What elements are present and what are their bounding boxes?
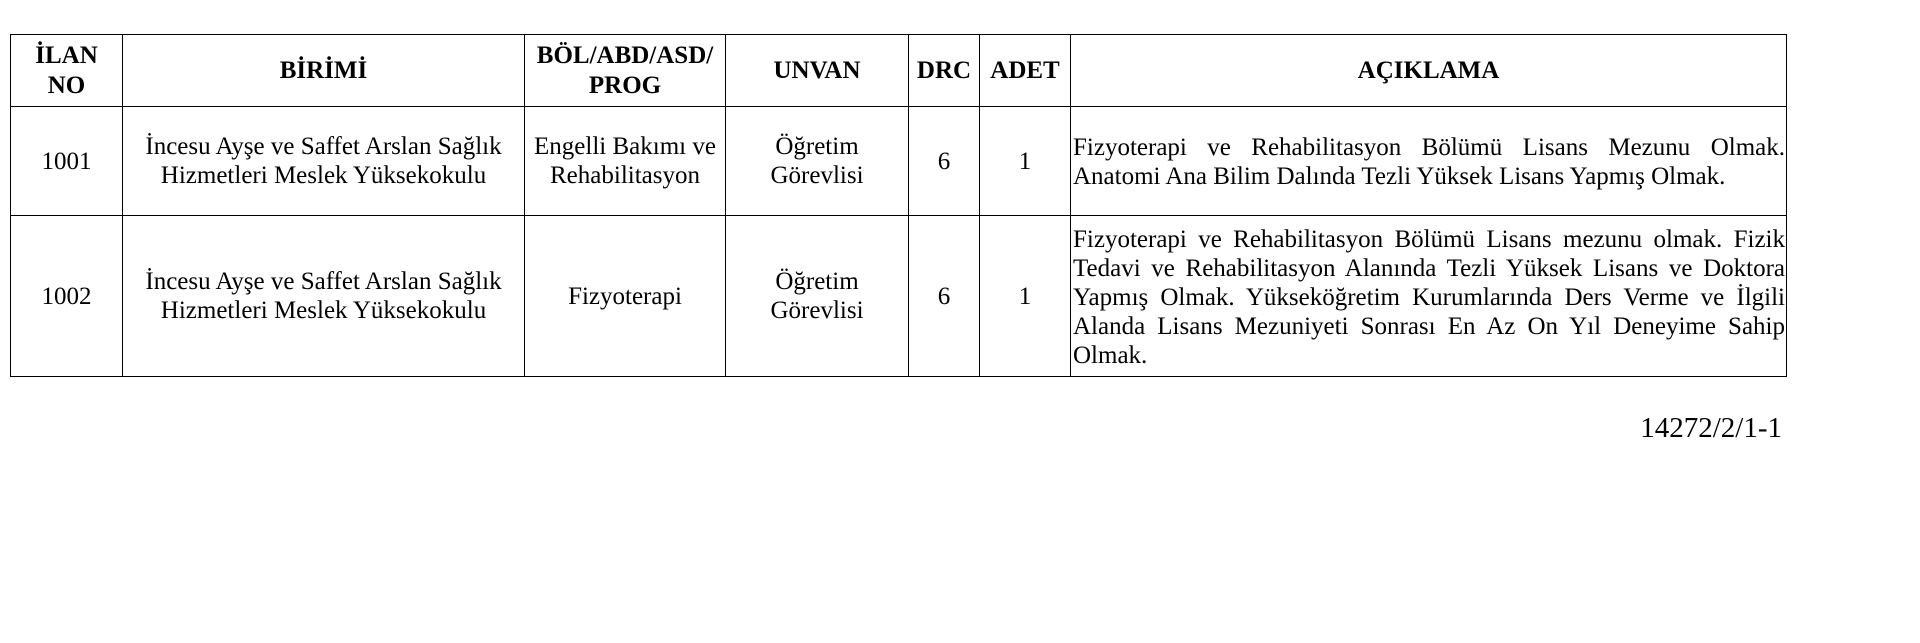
cell-ilan-no: 1001 bbox=[11, 107, 123, 216]
header-drc: DRC bbox=[909, 35, 980, 107]
cell-ilan-no: 1002 bbox=[11, 216, 123, 377]
cell-unvan: Öğretim Görevlisi bbox=[726, 216, 909, 377]
cell-bolum: Engelli Bakımı ve Rehabilitasyon bbox=[525, 107, 726, 216]
document-code: 14272/2/1-1 bbox=[1640, 412, 1782, 444]
cell-adet: 1 bbox=[980, 216, 1071, 377]
header-adet: ADET bbox=[980, 35, 1071, 107]
table-row bbox=[11, 216, 1787, 377]
header-unvan: UNVAN bbox=[726, 35, 909, 107]
cell-bolum: Fizyoterapi bbox=[525, 216, 726, 377]
header-aciklama: AÇIKLAMA bbox=[1071, 35, 1787, 107]
header-birimi: BİRİMİ bbox=[123, 35, 525, 107]
header-bolum: BÖL/ABD/ASD/ PROG bbox=[525, 35, 726, 107]
cell-aciklama: Fizyoterapi ve Rehabilitasyon Bölümü Lisans mezunu olmak. Fizik Tedavi ve Rehabilitasyon Alanında Tezli Yüksek Lisans ve Doktora Yapmış Olmak. Yükseköğretim Kurumlarında Ders Verme ve İlgili Alanda Lisans Mezuniyeti Sonrası En Az On Yıl Deneyime Sahip Olmak. bbox=[1071, 216, 1787, 377]
cell-birimi: İncesu Ayşe ve Saffet Arslan Sağlık Hizmetleri Meslek Yüksekokulu bbox=[123, 107, 525, 216]
cell-aciklama: Fizyoterapi ve Rehabilitasyon Bölümü Lisans Mezunu Olmak. Anatomi Ana Bilim Dalında Tezli Yüksek Lisans Yapmış Olmak. bbox=[1071, 107, 1787, 216]
ilan-table bbox=[10, 34, 1787, 377]
header-ilan-no: İLAN NO bbox=[11, 35, 123, 107]
cell-unvan: Öğretim Görevlisi bbox=[726, 107, 909, 216]
table-row bbox=[11, 107, 1787, 216]
cell-birimi: İncesu Ayşe ve Saffet Arslan Sağlık Hizmetleri Meslek Yüksekokulu bbox=[123, 216, 525, 377]
cell-drc: 6 bbox=[909, 216, 980, 377]
cell-adet: 1 bbox=[980, 107, 1071, 216]
cell-drc: 6 bbox=[909, 107, 980, 216]
table-header-row bbox=[11, 35, 1787, 107]
